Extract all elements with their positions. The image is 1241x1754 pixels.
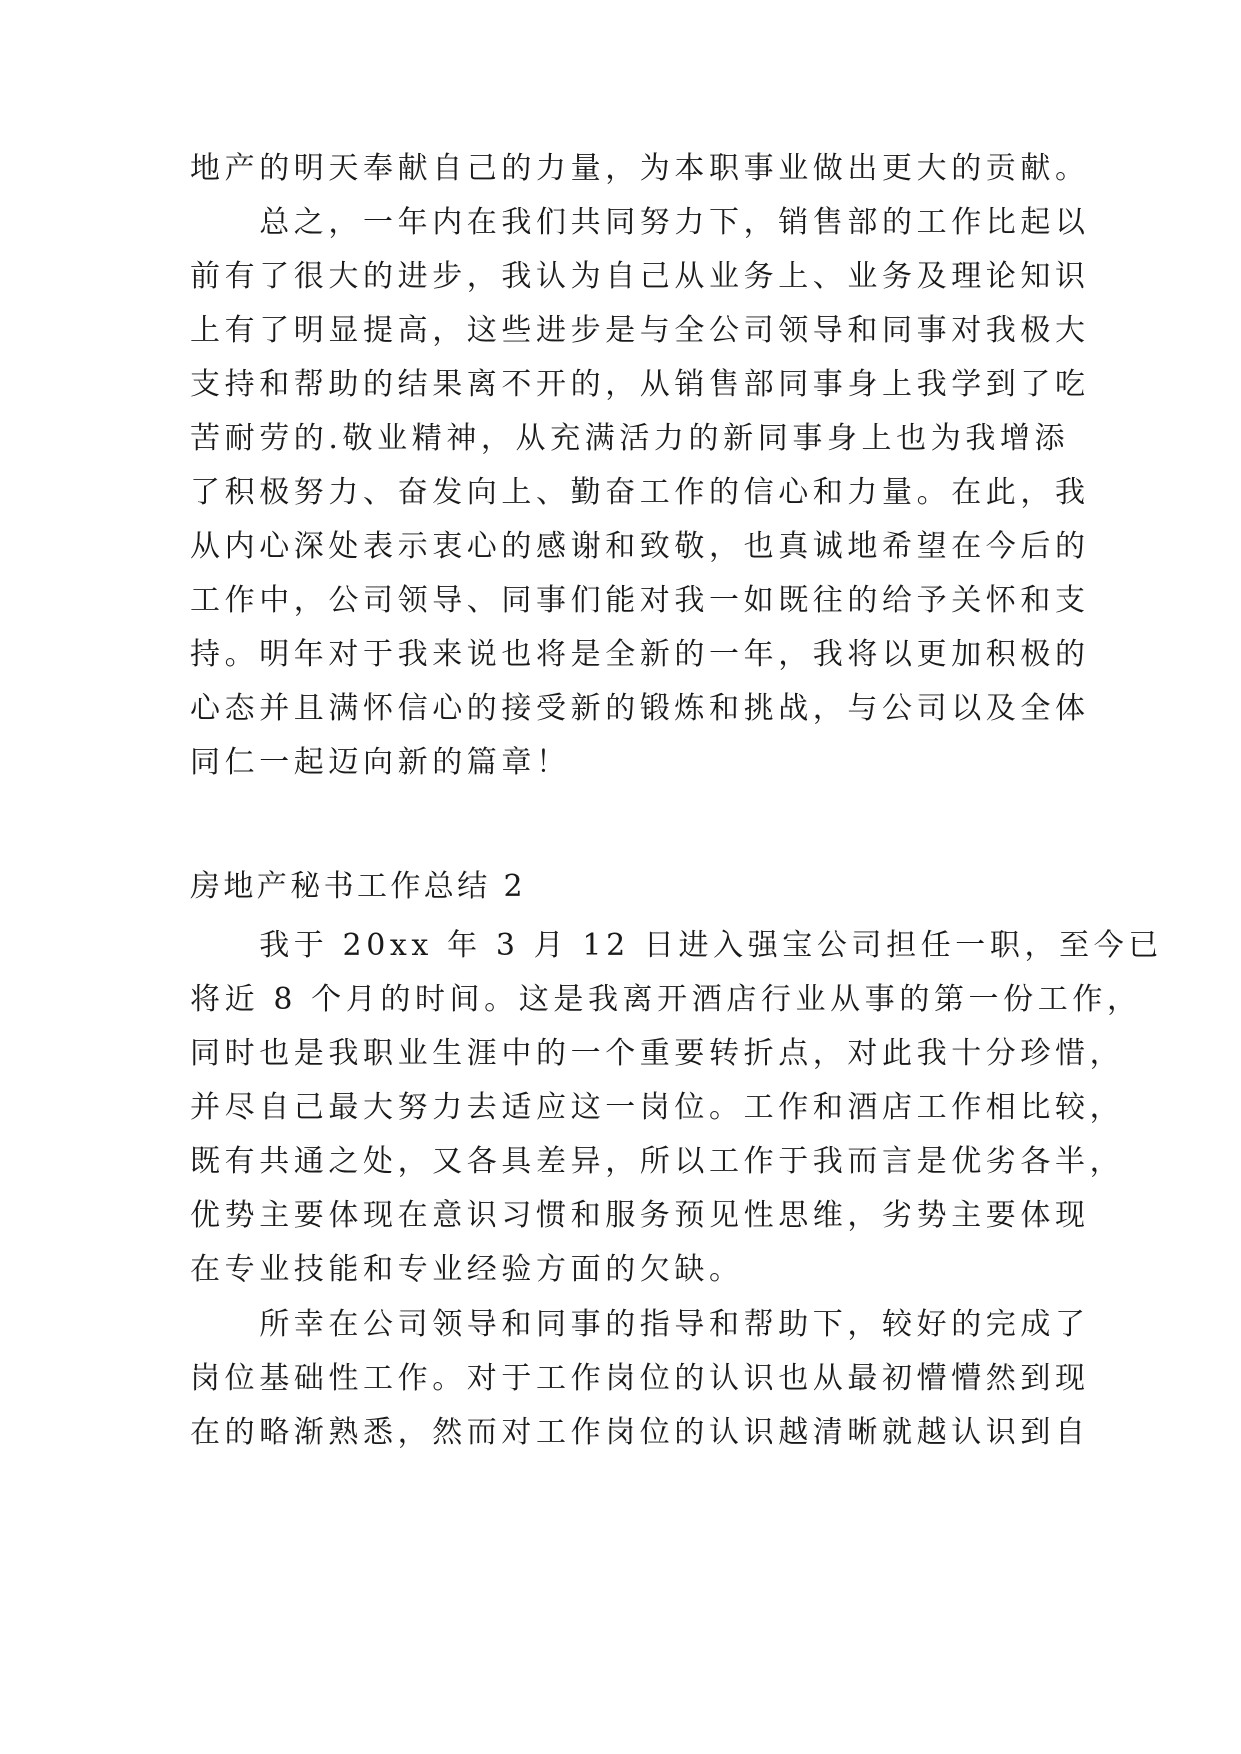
text-line: 在专业技能和专业经验方面的欠缺。 xyxy=(190,1252,744,1287)
text-line: 支持和帮助的结果离不开的，从销售部同事身上我学到了吃 xyxy=(190,367,1090,402)
text-line: 既有共通之处，又各具差异，所以工作于我而言是优劣各半， xyxy=(190,1144,1125,1179)
text-line: 上有了明显提高，这些进步是与全公司领导和同事对我极大 xyxy=(190,313,1090,348)
text-line: 总之，一年内在我们共同努力下，销售部的工作比起以 xyxy=(190,205,1090,240)
text-line: 苦耐劳的.敬业精神，从充满活力的新同事身上也为我增添 xyxy=(190,421,1070,456)
text-line: 岗位基础性工作。对于工作岗位的认识也从最初懵懵然到现 xyxy=(190,1361,1090,1396)
text-line: 工作中，公司领导、同事们能对我一如既往的给予关怀和支 xyxy=(190,583,1090,618)
text-line: 地产的明天奉献自己的力量，为本职事业做出更大的贡献。 xyxy=(190,151,1090,186)
text-line: 在的略渐熟悉，然而对工作岗位的认识越清晰就越认识到自 xyxy=(190,1415,1090,1450)
text-line: 并尽自己最大努力去适应这一岗位。工作和酒店工作相比较， xyxy=(190,1090,1125,1125)
text-line: 从内心深处表示衷心的感谢和致敬，也真诚地希望在今后的 xyxy=(190,529,1090,564)
text-line: 持。明年对于我来说也将是全新的一年，我将以更加积极的 xyxy=(190,637,1090,672)
text-line: 前有了很大的进步，我认为自己从业务上、业务及理论知识 xyxy=(190,259,1090,294)
text-line: 同时也是我职业生涯中的一个重要转折点，对此我十分珍惜， xyxy=(190,1036,1125,1071)
section-heading: 房地产秘书工作总结 2 xyxy=(190,869,527,904)
text-line: 我于 20xx 年 3 月 12 日进入强宝公司担任一职，至今已 xyxy=(190,928,1163,963)
text-line: 所幸在公司领导和同事的指导和帮助下，较好的完成了 xyxy=(190,1307,1090,1342)
text-line: 了积极努力、奋发向上、勤奋工作的信心和力量。在此，我 xyxy=(190,475,1090,510)
text-line: 同仁一起迈向新的篇章！ xyxy=(190,745,571,780)
text-line: 优势主要体现在意识习惯和服务预见性思维，劣势主要体现 xyxy=(190,1198,1090,1233)
text-line: 心态并且满怀信心的接受新的锻炼和挑战，与公司以及全体 xyxy=(190,691,1090,726)
text-line: 将近 8 个月的时间。这是我离开酒店行业从事的第一份工作， xyxy=(190,982,1142,1017)
